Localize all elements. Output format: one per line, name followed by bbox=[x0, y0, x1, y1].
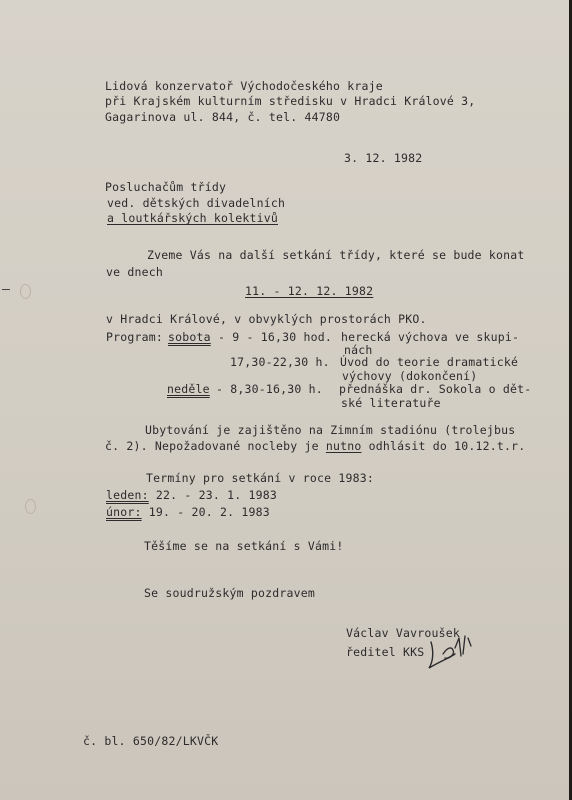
program-desc-1b: nách bbox=[344, 343, 373, 357]
handwritten-signature bbox=[425, 632, 477, 672]
meeting-place: v Hradci Králové, v obvyklých prostorách PKO. bbox=[106, 312, 427, 326]
closing-greeting: Se soudružským pozdravem bbox=[144, 586, 315, 600]
program-time-2: 17,30-22,30 h. bbox=[230, 355, 330, 369]
accommodation-text-a: č. 2). Nepožadované nocleby je bbox=[105, 439, 326, 453]
invitation-line-2: ve dnech bbox=[106, 265, 163, 279]
program-label: Program: bbox=[106, 330, 163, 344]
term-row-february bbox=[106, 505, 270, 519]
letterhead-line-3: Gagarinova ul. 844, č. tel. 44780 bbox=[105, 110, 341, 124]
term-month-january: leden: bbox=[106, 488, 149, 502]
term-dates-february: 19. - 20. 2. 1983 bbox=[141, 505, 270, 519]
term-row-january bbox=[106, 488, 277, 502]
letterhead-line-2: při Krajském kulturním středisku v Hradci Králové 3, bbox=[105, 94, 476, 108]
terms-heading: Termíny pro setkání v roce 1983: bbox=[146, 471, 374, 485]
letterhead-line-1: Lidová konzervatoř Východočeského kraje bbox=[105, 79, 383, 93]
program-desc-3a: přednáška dr. Sokola o dět- bbox=[339, 382, 532, 396]
signer-name: Václav Vavroušek bbox=[346, 626, 460, 640]
program-time-3: - 8,30-16,30 h. bbox=[216, 382, 323, 396]
addressee-line-1: Posluchačům třídy bbox=[105, 180, 227, 194]
accommodation-line-1: Ubytování je zajištěno na Zimním stadiónu (trolejbus bbox=[145, 423, 516, 437]
term-dates-january: 22. - 23. 1. 1983 bbox=[148, 488, 277, 502]
program-time-1: - 9 - 16,30 hod. bbox=[218, 330, 332, 344]
program-desc-2b: výchovy (dokončení) bbox=[342, 369, 478, 383]
program-day-sunday: neděle bbox=[167, 382, 210, 396]
addressee-line-2: ved. dětských divadelních bbox=[107, 196, 286, 210]
punch-hole-bottom bbox=[25, 499, 36, 514]
addressee-line-3: a loutkářských kolektivů bbox=[107, 211, 278, 225]
reference-number: č. bl. 650/82/LKVČK bbox=[83, 734, 219, 748]
program-desc-3b: ské literatuře bbox=[341, 396, 441, 410]
program-desc-2a: Úvod do teorie dramatické bbox=[340, 355, 519, 369]
invitation-line-1: Zveme Vás na další setkání třídy, které se bude konat bbox=[147, 248, 525, 262]
punch-hole-top bbox=[20, 284, 31, 299]
program-day-saturday: sobota bbox=[168, 330, 211, 344]
margin-mark bbox=[2, 289, 10, 290]
accommodation-emphasis: nutno bbox=[325, 439, 362, 453]
meeting-dates: 11. - 12. 12. 1982 bbox=[245, 284, 374, 298]
term-month-february: únor: bbox=[106, 505, 142, 519]
program-desc-1a: herecká výchova ve skupi- bbox=[341, 330, 520, 344]
accommodation-line-2 bbox=[105, 439, 525, 453]
letter-date: 3. 12. 1982 bbox=[344, 151, 423, 165]
signer-title: ředitel KKS bbox=[346, 645, 425, 659]
accommodation-text-b: odhlásit do 10.12.t.r. bbox=[361, 439, 526, 453]
closing-looking-forward: Těšíme se na setkání s Vámi! bbox=[144, 539, 344, 553]
